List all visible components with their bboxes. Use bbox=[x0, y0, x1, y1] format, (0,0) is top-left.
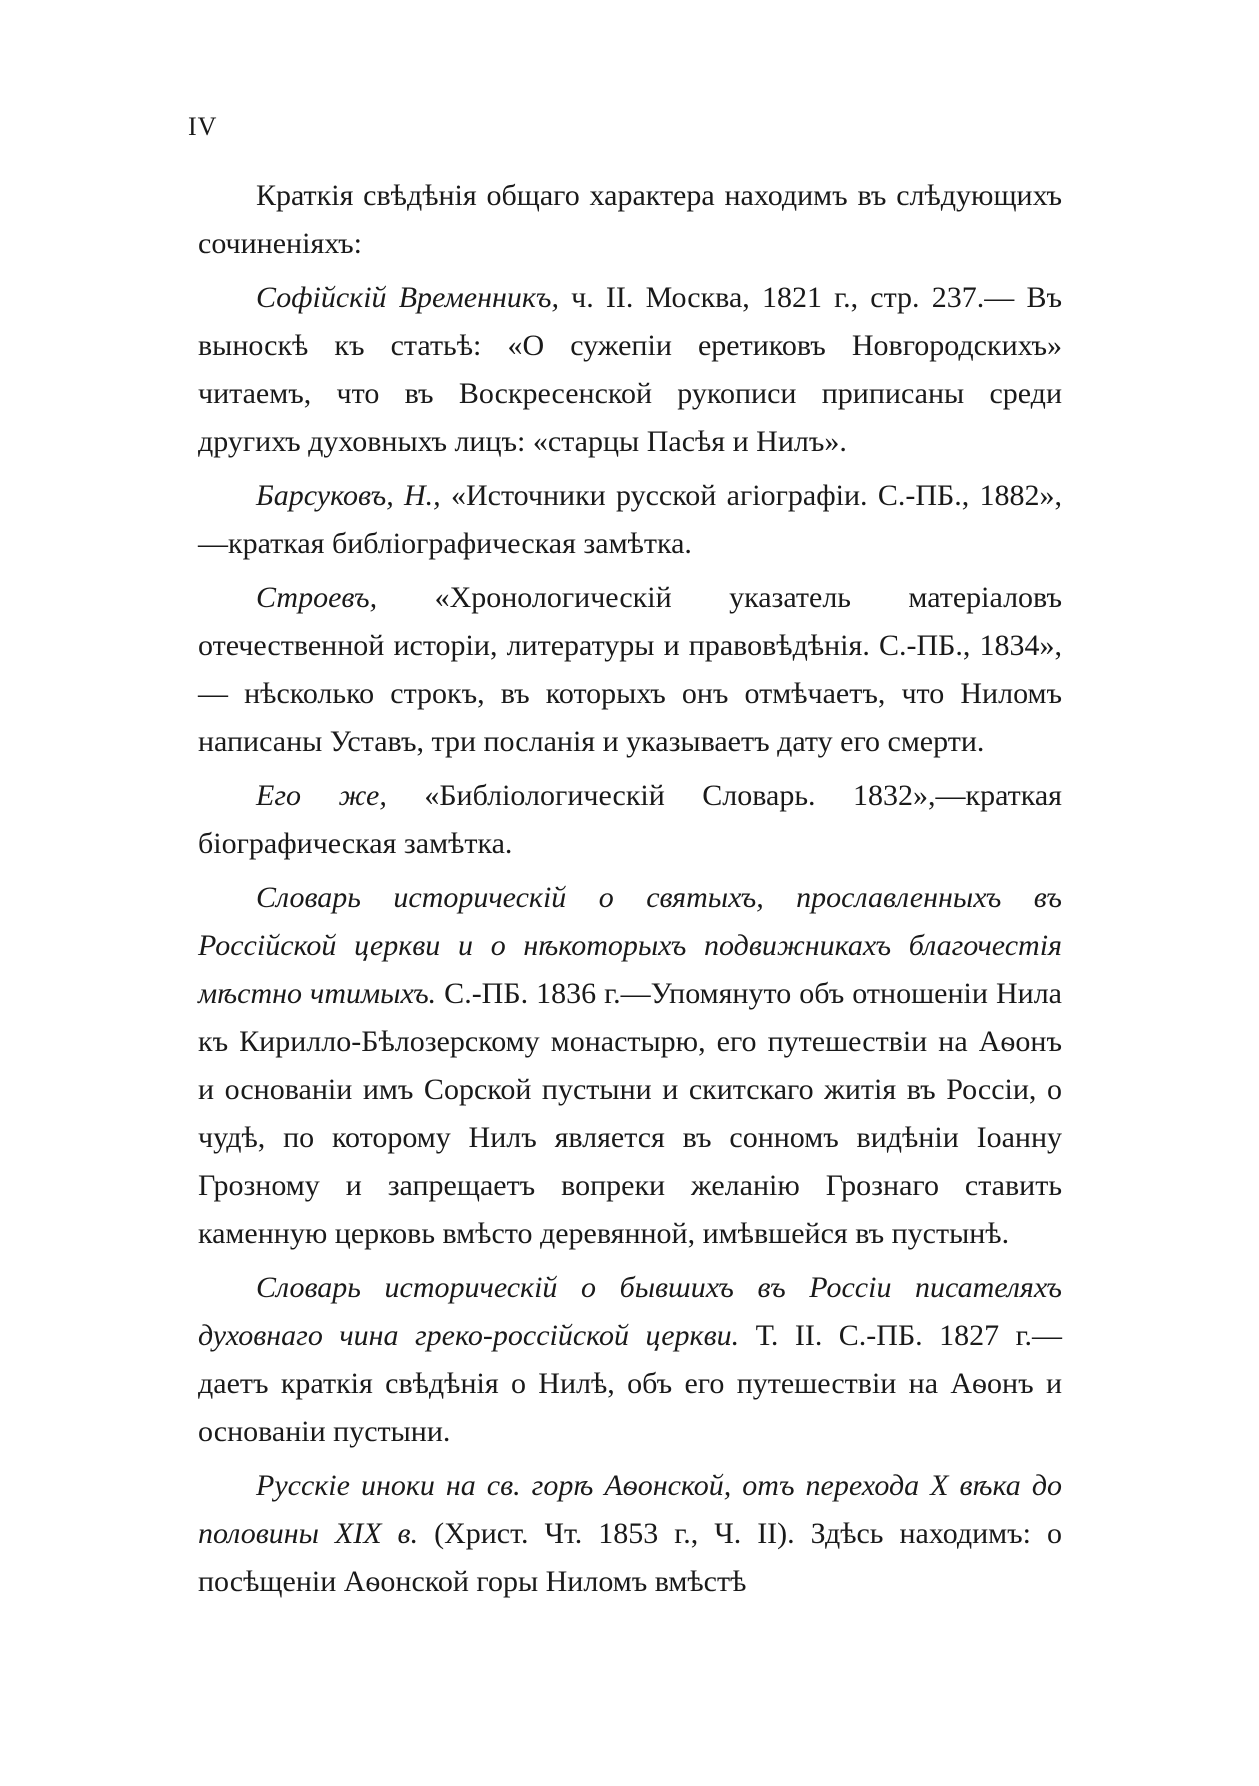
paragraph-title: Строевъ, bbox=[256, 581, 378, 614]
paragraph-barsukov bbox=[198, 472, 1062, 568]
paragraph-text: ч. II. Москва, 1821 г., стр. 237.— Въ выноскѣ къ статьѣ: «О сужепіи еретиковъ Новгородскихъ» читаемъ, что въ Воскресенской рукописи приписаны среди другихъ духовныхъ лицъ: «старцы Пасѣя и Нилъ». bbox=[198, 281, 1062, 458]
paragraph-intro bbox=[198, 172, 1062, 268]
paragraph-text: Краткія свѣдѣнія общаго характера находимъ въ слѣдующихъ сочиненіяхъ: bbox=[198, 179, 1062, 260]
paragraph-title: Русскіе иноки на св. горѣ Аѳонской, отъ перехода X вѣка до половины XIX в. bbox=[198, 1469, 1062, 1550]
paragraph-text: Т. II. С.-ПБ. 1827 г.— даетъ краткія свѣдѣнія о Нилѣ, объ его путешествіи на Аѳонъ и основаніи пустыни. bbox=[198, 1319, 1062, 1448]
paragraph-text: С.-ПБ. 1836 г.—Упомянуто объ отношеніи Нила къ Кирилло-Бѣлозерскому монастырю, его путешествіи на Аѳонъ и основаніи имъ Сорской пустыни и скитскаго житія въ Россіи, о чудѣ, по которому Нилъ является въ сонномъ видѣніи Іоанну Грозному и запрещаетъ вопреки желанію Грознаго ставить каменную церковь вмѣсто деревянной, имѣвшейся въ пустынѣ. bbox=[198, 977, 1062, 1250]
page-number: IV bbox=[188, 112, 218, 141]
body-text bbox=[198, 172, 1062, 1612]
paragraph-title: Его же, bbox=[256, 779, 387, 812]
paragraph-text: «Источники русской агіографіи. С.-ПБ., 1882»,—краткая библіографическая замѣтка. bbox=[198, 479, 1062, 560]
paragraph-text: (Христ. Чт. 1853 г., Ч. II). Здѣсь находимъ: о посѣщеніи Аѳонской горы Ниломъ вмѣстѣ bbox=[198, 1517, 1062, 1598]
paragraph-slovar-pisateley bbox=[198, 1264, 1062, 1456]
paragraph-title: Барсуковъ, Н., bbox=[256, 479, 441, 512]
paragraph-title: Софійскій Временникъ, bbox=[256, 281, 559, 314]
paragraph-russkie-inoki bbox=[198, 1462, 1062, 1606]
paragraph-title: Словарь историческій о бывшихъ въ Россіи писателяхъ духовнаго чина греко-россійской церкви. bbox=[198, 1271, 1062, 1352]
paragraph-stroev bbox=[198, 574, 1062, 766]
paragraph-title: Словарь историческій о святыхъ, прославленныхъ въ Россійской церкви и о нѣкоторыхъ подвижникахъ благочестія мѣстно чтимыхъ. bbox=[198, 881, 1062, 1010]
paragraph-ego-zhe bbox=[198, 772, 1062, 868]
paragraph-slovar-svyatykh bbox=[198, 874, 1062, 1258]
paragraph-text: «Хронологическій указатель матеріаловъ отечественной исторіи, литературы и правовѣдѣнія. С.-ПБ., 1834»,— нѣсколько строкъ, въ которыхъ онъ отмѣчаетъ, что Ниломъ написаны Уставъ, три посланія и указываетъ дату его смерти. bbox=[198, 581, 1062, 758]
paragraph-sofia-vremennik bbox=[198, 274, 1062, 466]
paragraph-text: «Библіологическій Словарь. 1832»,—краткая біографическая замѣтка. bbox=[198, 779, 1062, 860]
